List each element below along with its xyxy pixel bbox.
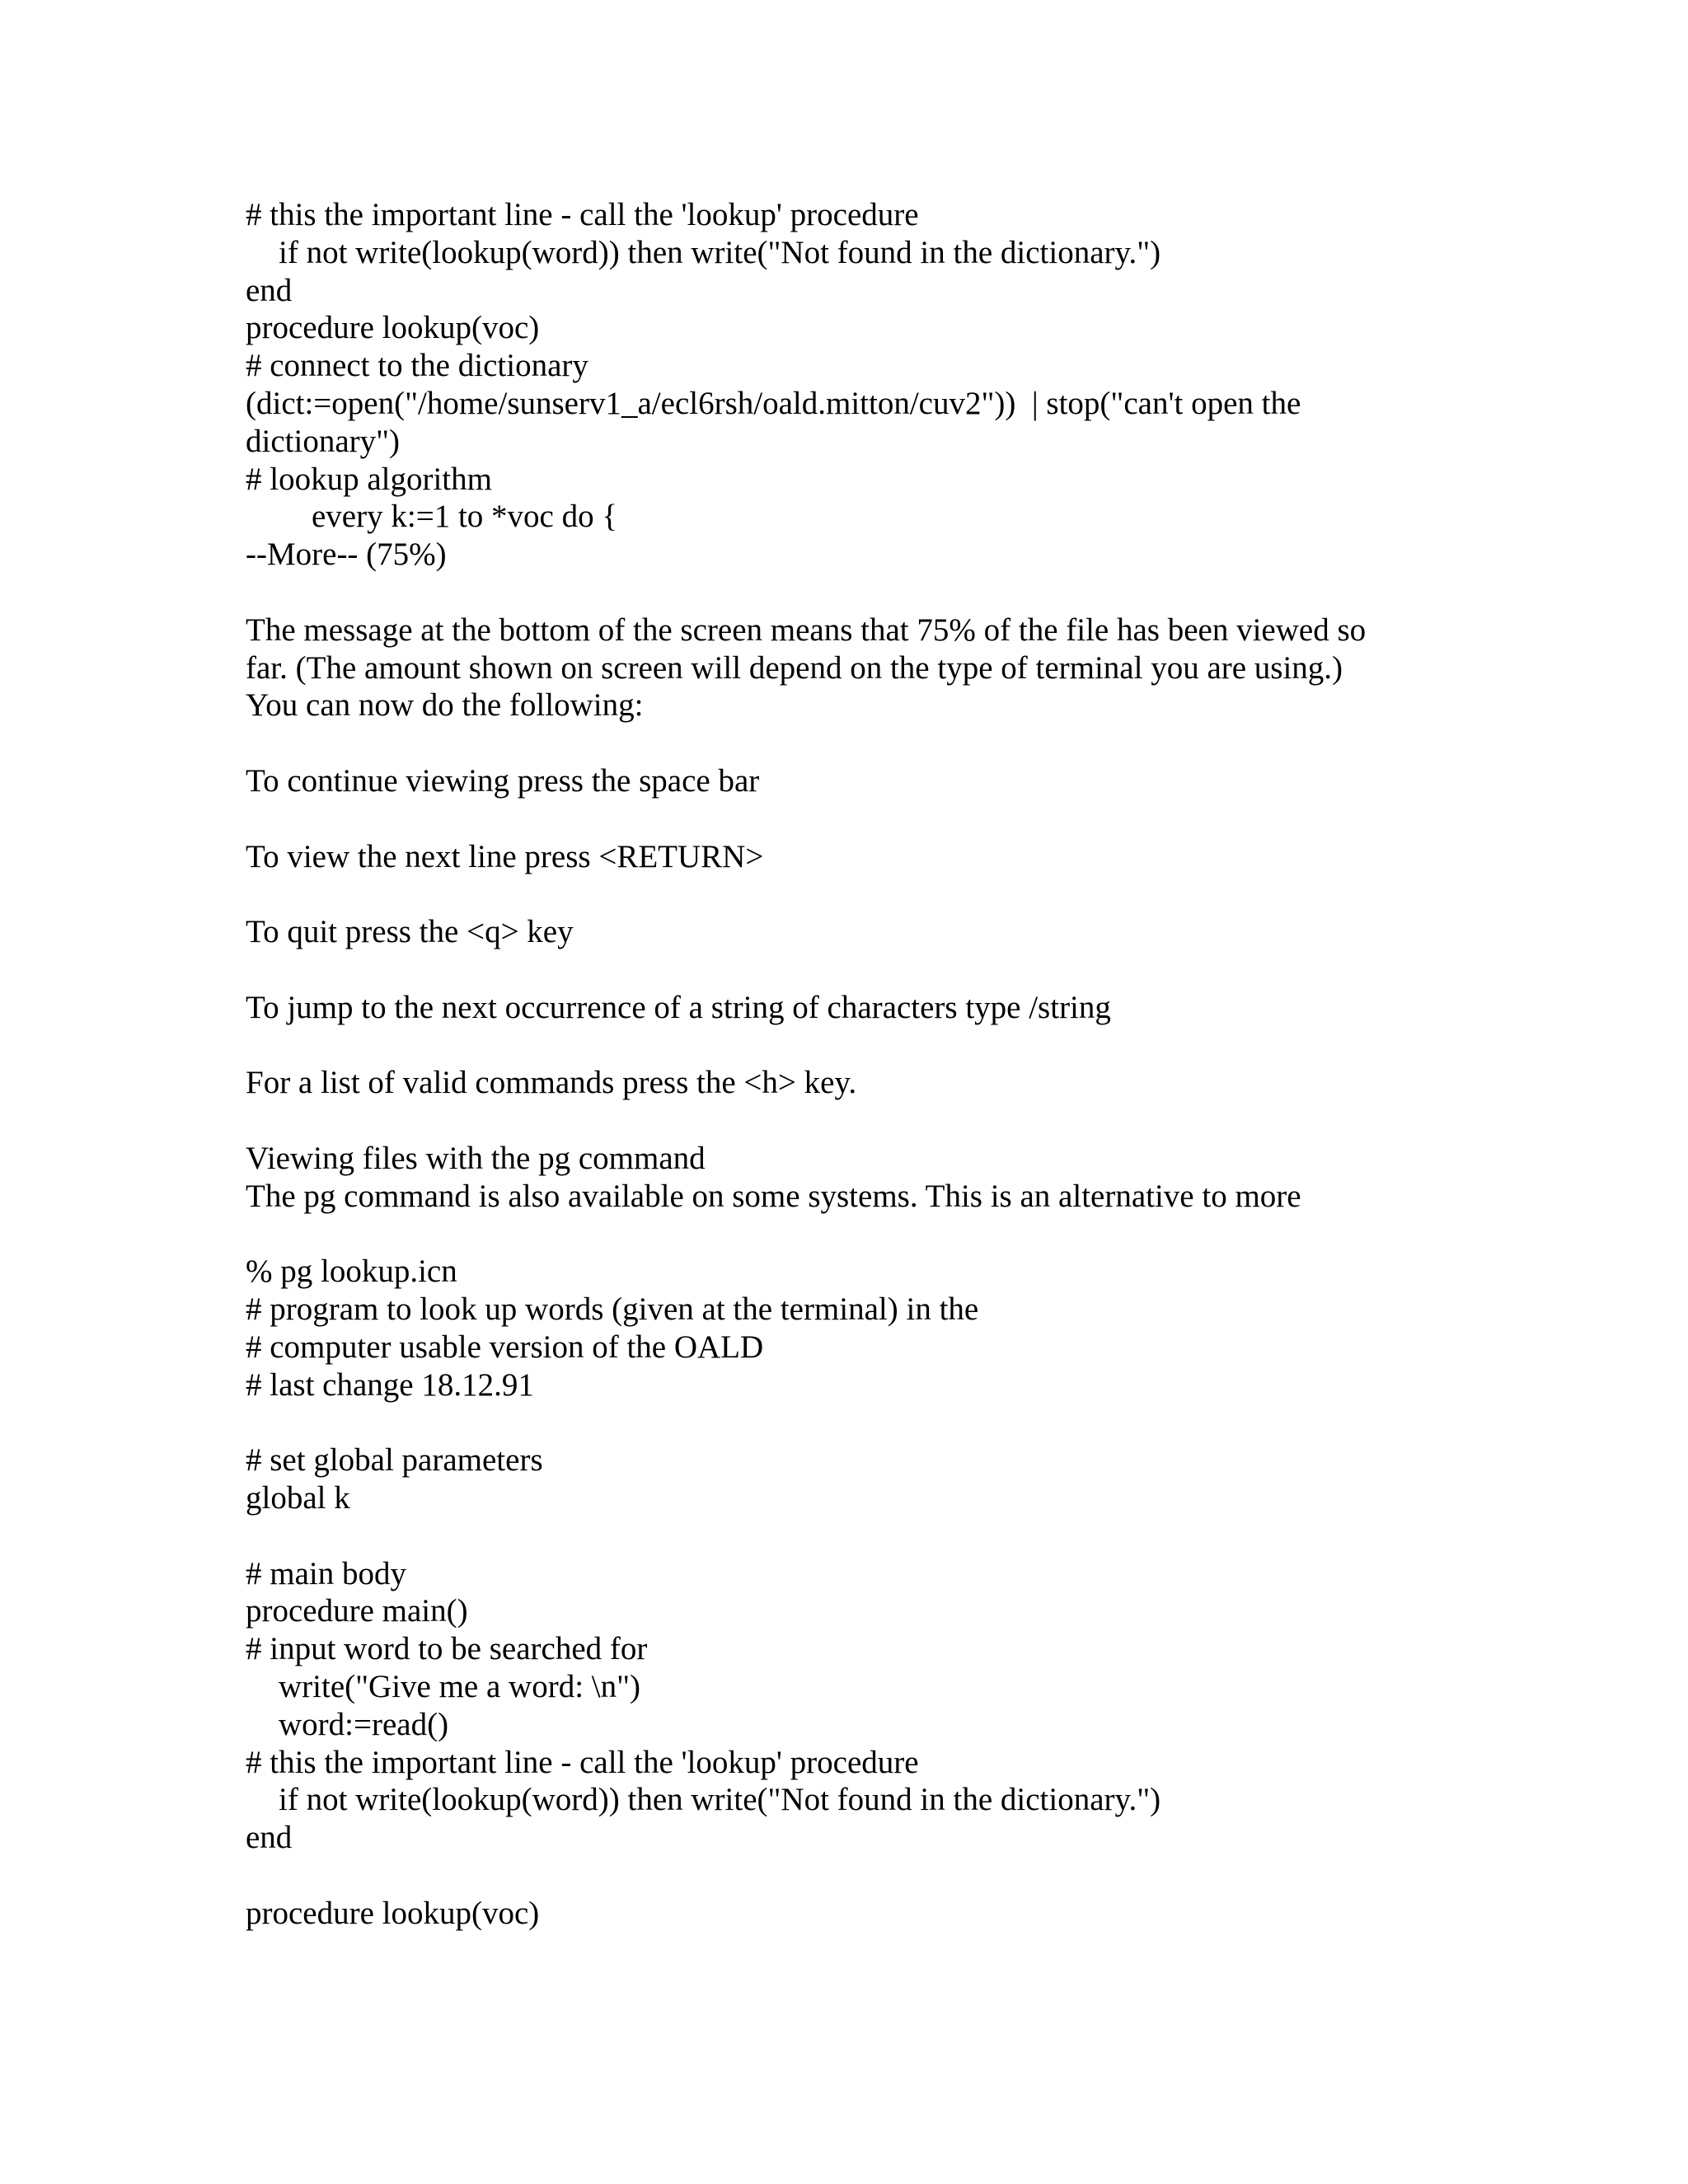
text-line: To view the next line press <RETURN>: [246, 838, 764, 874]
text-line: # program to look up words (given at the terminal) in the: [246, 1291, 979, 1328]
text-line: For a list of valid commands press the <h> key.: [246, 1065, 857, 1101]
text-line: procedure lookup(voc): [246, 310, 540, 346]
text-line: far. (The amount shown on screen will depend on the type of terminal you are using.): [246, 649, 1343, 686]
blank-line: [246, 724, 1482, 762]
text-line: if not write(lookup(word)) then write("Not found in the dictionary."): [279, 234, 1161, 270]
blank-line: [246, 1517, 1482, 1555]
blank-line: [246, 574, 1482, 612]
text-line: # computer usable version of the OALD: [246, 1329, 764, 1365]
text-line: The message at the bottom of the screen means that 75% of the file has been viewed so: [246, 612, 1367, 648]
blank-line: [246, 1404, 1482, 1442]
text-line: word:=read(): [279, 1706, 449, 1742]
text-line: # input word to be searched for: [246, 1631, 648, 1667]
text-line: # last change 18.12.91: [246, 1366, 534, 1403]
text-line: end: [246, 272, 293, 308]
text-line: # set global parameters: [246, 1442, 543, 1479]
text-line: procedure main(): [246, 1593, 468, 1629]
text-line: (dict:=open("/home/sunserv1_a/ecl6rsh/oald.mitton/cuv2")) | stop("can't open the: [246, 385, 1301, 421]
text-line: % pg lookup.icn: [246, 1254, 457, 1290]
text-line: To jump to the next occurrence of a string of characters type /string: [246, 989, 1111, 1025]
blank-line: [246, 1857, 1482, 1895]
text-line: The pg command is also available on some systems. This is an alternative to more: [246, 1178, 1301, 1214]
text-line: if not write(lookup(word)) then write("Not found in the dictionary."): [279, 1782, 1161, 1818]
text-line: You can now do the following:: [246, 687, 644, 724]
text-line: --More-- (75%): [246, 537, 447, 573]
text-line: # lookup algorithm: [246, 461, 492, 497]
text-line: every k:=1 to *voc do {: [312, 499, 618, 535]
text-line: Viewing files with the pg command: [246, 1140, 706, 1176]
text-line: dictionary"): [246, 423, 401, 459]
text-line: # this the important line - call the 'lookup' procedure: [246, 1744, 919, 1780]
text-line: end: [246, 1820, 293, 1856]
blank-line: [246, 1027, 1482, 1065]
text-line: # connect to the dictionary: [246, 348, 588, 384]
text-line: # main body: [246, 1555, 406, 1591]
blank-line: [246, 1216, 1482, 1254]
blank-line: [246, 800, 1482, 838]
text-line: write("Give me a word: \n"): [279, 1669, 641, 1705]
blank-line: [246, 951, 1482, 989]
document-body: [246, 196, 1482, 1933]
blank-line: [246, 1102, 1482, 1140]
text-line: To continue viewing press the space bar: [246, 762, 760, 799]
text-line: global k: [246, 1480, 350, 1516]
text-line: procedure lookup(voc): [246, 1895, 540, 1931]
text-line: # this the important line - call the 'lookup' procedure: [246, 197, 919, 232]
blank-line: [246, 875, 1482, 913]
text-line: To quit press the <q> key: [246, 914, 574, 950]
